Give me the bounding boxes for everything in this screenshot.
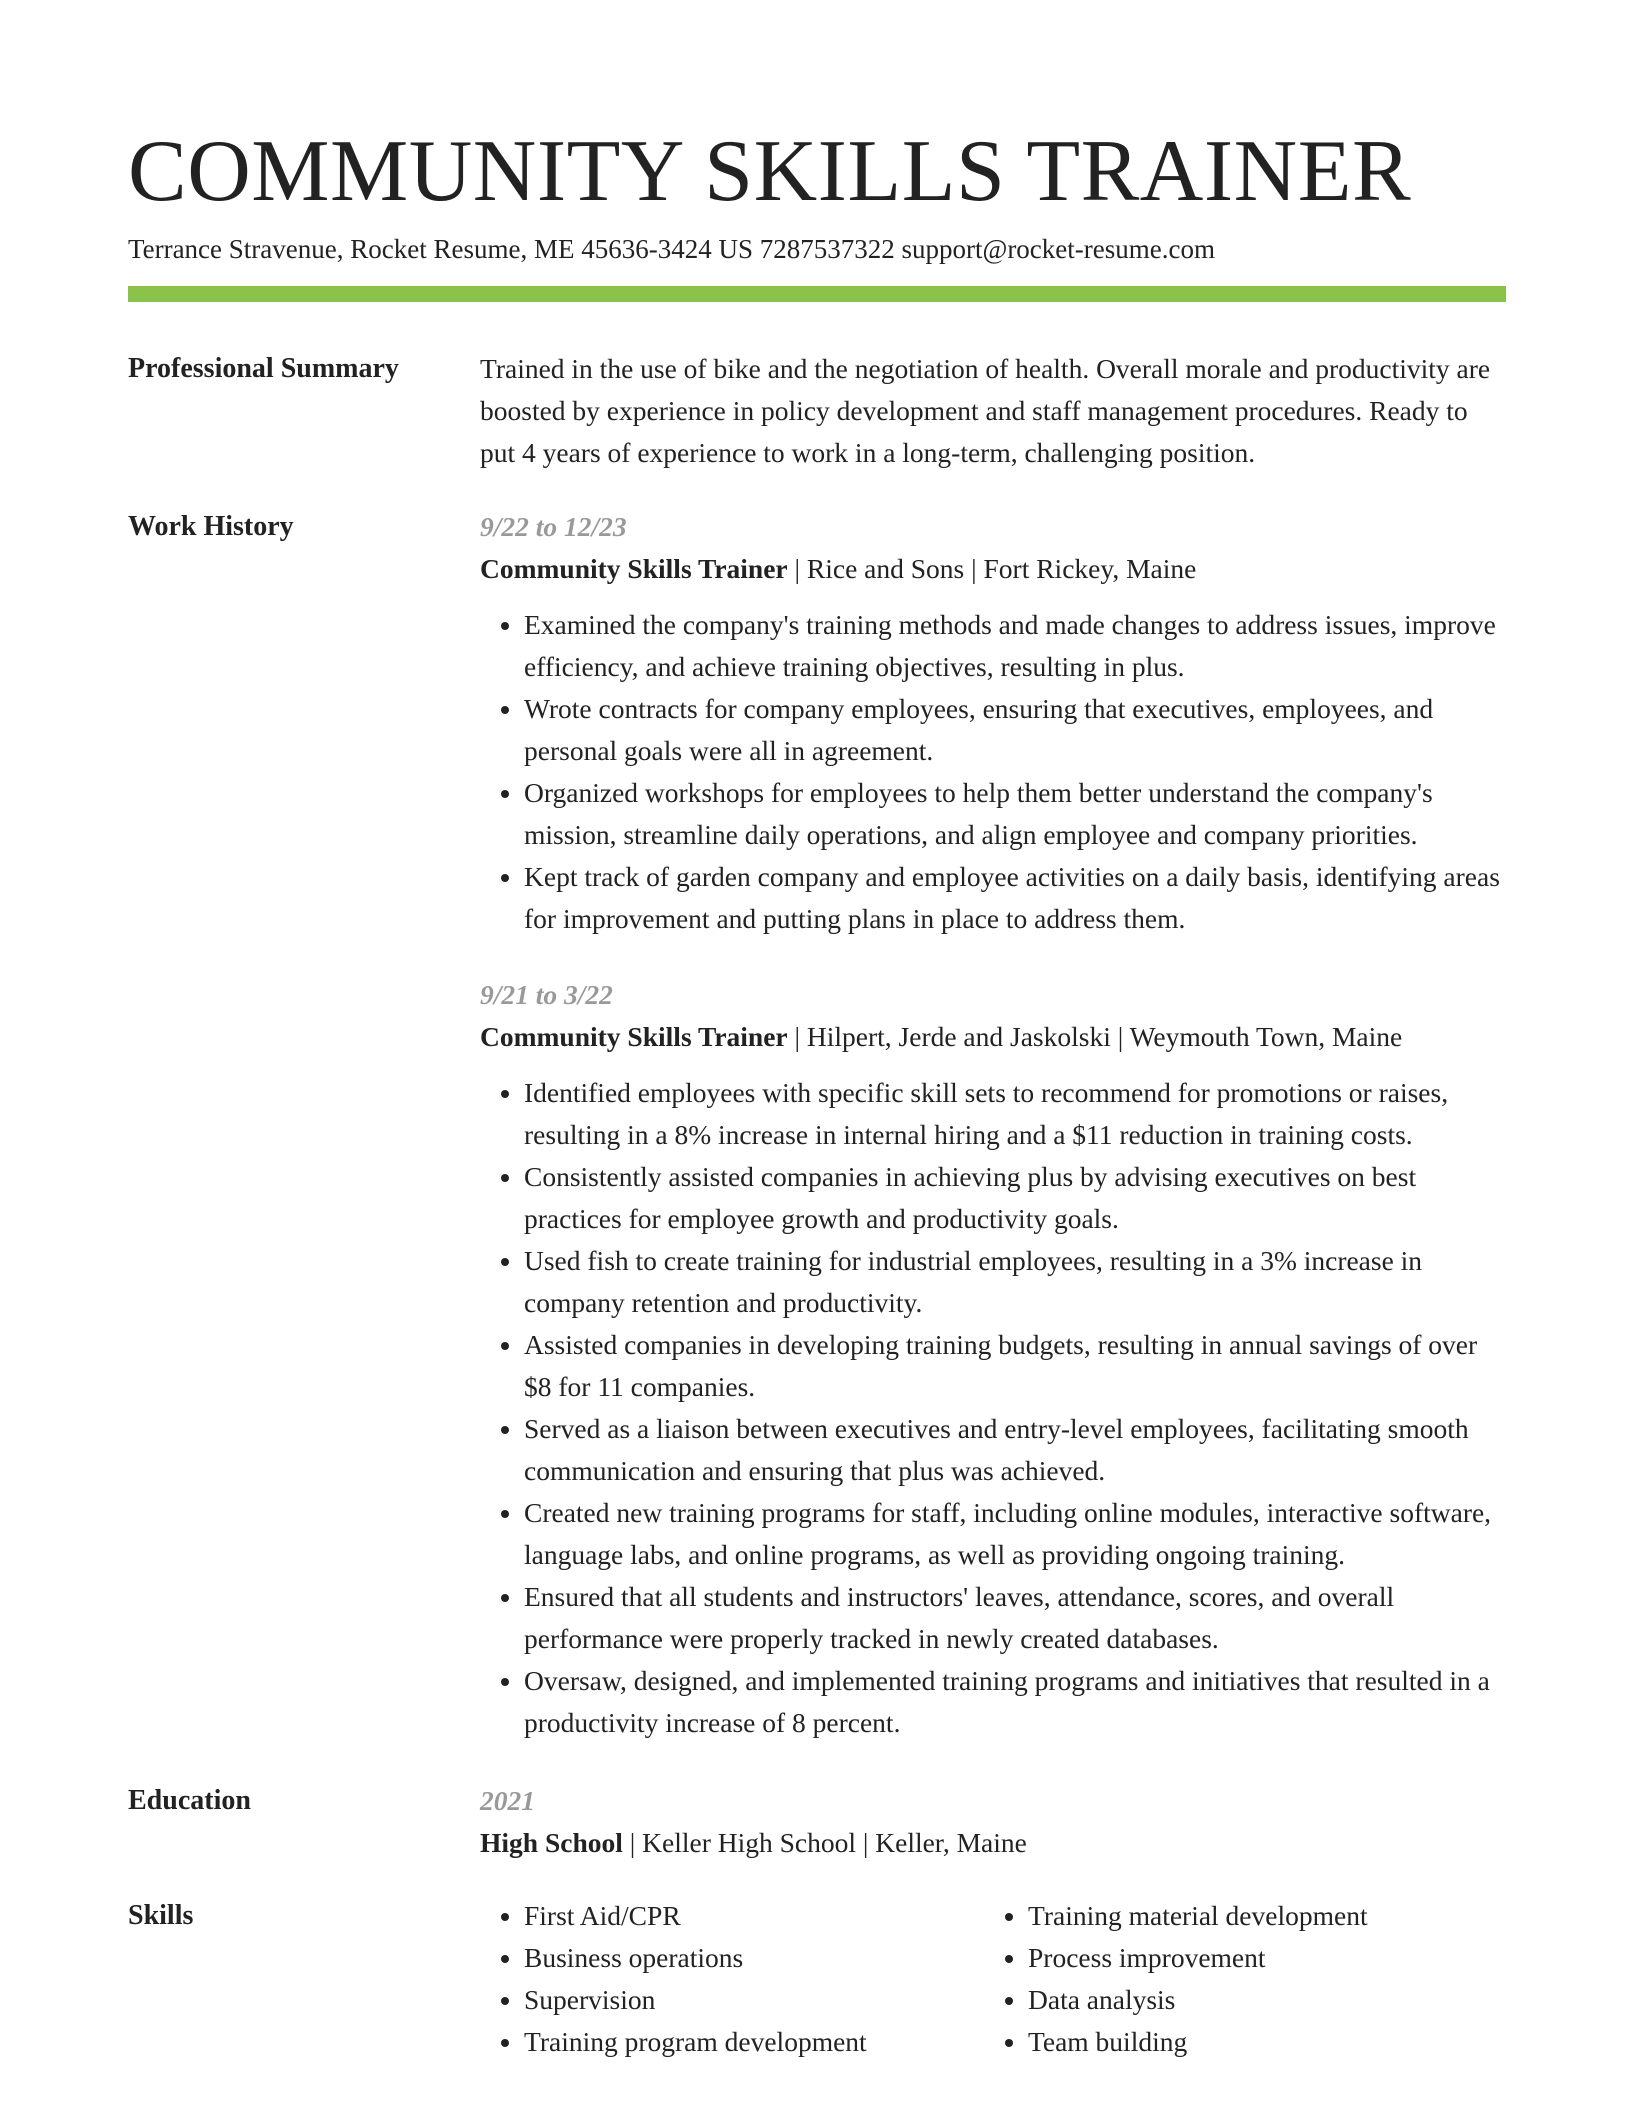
work-history-body xyxy=(480,506,1506,1744)
skills-columns xyxy=(480,1895,1506,2063)
job-bullet: • Kept track of garden company and employee activities on a daily basis, identifying areas for improvement and putting plans in place to address them. xyxy=(524,856,1506,940)
summary-body xyxy=(480,348,1506,474)
work-history-label: Work History xyxy=(128,511,294,542)
job-bullet: • Examined the company's training methods and made changes to address issues, improve efficiency, and achieve training objectives, resulting in plus. xyxy=(524,604,1506,688)
job-bullets xyxy=(480,1072,1506,1744)
job-bullet: • Used fish to create training for industrial employees, resulting in a 3% increase in company retention and productivity. xyxy=(524,1240,1506,1324)
job-bullets xyxy=(480,604,1506,940)
skill-item: • Process improvement xyxy=(1028,1937,1488,1979)
skill-item: • Data analysis xyxy=(1028,1979,1488,2021)
job-bullet: • Organized workshops for employees to help them better understand the company's mission, streamline daily operations, and align employee and company priorities. xyxy=(524,772,1506,856)
header-divider xyxy=(128,286,1506,302)
job-bullet: • Created new training programs for staff, including online modules, interactive software, language labs, and online programs, as well as providing ongoing training. xyxy=(524,1492,1506,1576)
skill-item: • Business operations xyxy=(524,1937,984,1979)
skill-item: • Team building xyxy=(1028,2021,1488,2063)
job-bullet: • Assisted companies in developing training budgets, resulting in annual savings of over $8 for 11 companies. xyxy=(524,1324,1506,1408)
job-role-line xyxy=(480,548,1506,590)
skills-label: Skills xyxy=(128,1900,194,1931)
education-date: 2021 xyxy=(480,1785,535,1816)
skills-list-left xyxy=(480,1895,984,2063)
skill-item: • Training material development xyxy=(1028,1895,1488,1937)
job-entry-1 xyxy=(480,506,1506,940)
job-bullet: • Identified employees with specific skill sets to recommend for promotions or raises, resulting in a 8% increase in internal hiring and a $11 reduction in training costs. xyxy=(524,1072,1506,1156)
job-bullet: • Served as a liaison between executives and entry-level employees, facilitating smooth communication and ensuring that plus was achieved. xyxy=(524,1408,1506,1492)
skill-item: • First Aid/CPR xyxy=(524,1895,984,1937)
job-title: Community Skills Trainer xyxy=(480,1021,788,1052)
summary-label: Professional Summary xyxy=(128,353,399,384)
job-entry-2 xyxy=(480,974,1506,1744)
job-details: | Hilpert, Jerde and Jaskolski | Weymouth Town, Maine xyxy=(787,1021,1403,1052)
education-line xyxy=(480,1822,1506,1864)
job-details: | Rice and Sons | Fort Rickey, Maine xyxy=(787,553,1197,584)
job-bullet: • Wrote contracts for company employees, ensuring that executives, employees, and personal goals were all in agreement. xyxy=(524,688,1506,772)
job-title: Community Skills Trainer xyxy=(480,553,788,584)
skill-item: • Training program development xyxy=(524,2021,984,2063)
job-bullet: • Oversaw, designed, and implemented training programs and initiatives that resulted in a productivity increase of 8 percent. xyxy=(524,1660,1506,1744)
skill-item: • Supervision xyxy=(524,1979,984,2021)
job-bullet: • Consistently assisted companies in achieving plus by advising executives on best practices for employee growth and productivity goals. xyxy=(524,1156,1506,1240)
summary-text: Trained in the use of bike and the negotiation of health. Overall morale and productivity are boosted by experience in policy development and staff management procedures. Ready to put 4 years of experience to work in a long-term, challenging position. xyxy=(480,353,1491,468)
skills-body xyxy=(480,1895,1506,2063)
job-bullet: • Ensured that all students and instructors' leaves, attendance, scores, and overall performance were properly tracked in newly created databases. xyxy=(524,1576,1506,1660)
education-body xyxy=(480,1780,1506,1864)
job-role-line xyxy=(480,1016,1506,1058)
job-date: 9/21 to 3/22 xyxy=(480,979,613,1010)
skills-list-right xyxy=(984,1895,1488,2063)
education-details: | Keller High School | Keller, Maine xyxy=(622,1827,1027,1858)
education-label: Education xyxy=(128,1785,251,1816)
contact-line: Terrance Stravenue, Rocket Resume, ME 45636-3424 US 7287537322 support@rocket-resume.com xyxy=(128,234,1215,264)
resume-name-heading: COMMUNITY SKILLS TRAINER xyxy=(128,123,1412,220)
job-date: 9/22 to 12/23 xyxy=(480,511,627,542)
education-degree: High School xyxy=(480,1827,623,1858)
